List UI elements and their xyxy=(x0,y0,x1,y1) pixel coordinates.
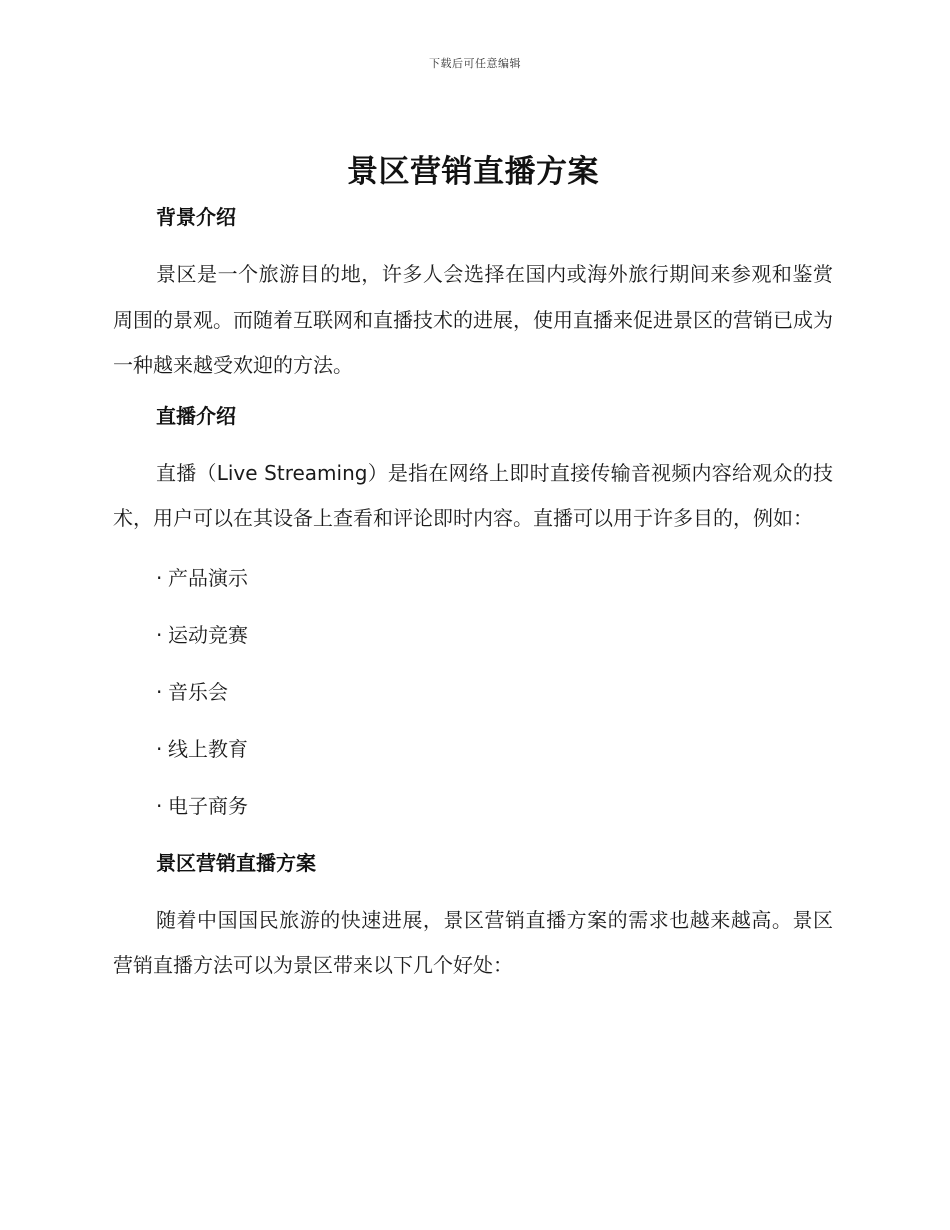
bullet-dot-icon: · xyxy=(156,793,163,818)
bullet-dot-icon: · xyxy=(156,622,163,647)
list-item-label: 产品演示 xyxy=(168,565,248,590)
paragraph-background: 景区是一个旅游目的地，许多人会选择在国内或海外旅行期间来参观和鉴赏周围的景观。而随着互联网和直播技术的进展，使用直播来促进景区的营销已成为一种越来越受欢迎的方法。 xyxy=(113,262,833,377)
list-item xyxy=(113,734,833,764)
paragraph-live-intro: 直播（Live Streaming）是指在网络上即时直接传输音视频内容给观众的技术，用户可以在其设备上查看和评论即时内容。直播可以用于许多目的，例如： xyxy=(113,460,833,530)
bullet-dot-icon: · xyxy=(156,736,163,761)
section-heading-background: 背景介绍 xyxy=(156,205,236,229)
document-title: 景区营销直播方案 xyxy=(347,154,599,190)
paragraph-marketing-plan: 随着中国国民旅游的快速进展，景区营销直播方案的需求也越来越高。景区营销直播方法可以为景区带来以下几个好处： xyxy=(113,907,833,977)
bullet-dot-icon: · xyxy=(156,679,163,704)
list-item xyxy=(113,677,833,707)
list-item xyxy=(113,563,833,593)
list-item xyxy=(113,791,833,821)
use-case-list xyxy=(113,563,833,821)
list-item-label: 线上教育 xyxy=(168,736,248,761)
list-item-label: 电子商务 xyxy=(168,793,248,818)
list-item-label: 音乐会 xyxy=(168,679,228,704)
document-body xyxy=(113,148,833,989)
bullet-dot-icon: · xyxy=(156,565,163,590)
section-heading-marketing-plan: 景区营销直播方案 xyxy=(156,850,316,875)
section-heading-live-intro: 直播介绍 xyxy=(156,403,236,428)
list-item xyxy=(113,620,833,650)
list-item-label: 运动竞赛 xyxy=(168,622,248,647)
header-note: 下载后可任意编辑 xyxy=(429,57,521,70)
